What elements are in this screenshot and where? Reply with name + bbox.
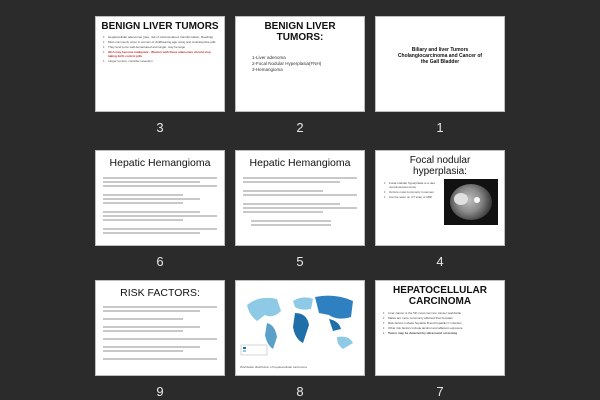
slide-text: • Other risk factors include alcohol and aflatoxin exposure — [383, 326, 497, 330]
slide-thumbnail[interactable] — [95, 280, 225, 376]
slide-title: Focal nodular hyperplasia: — [409, 155, 471, 177]
slide-body-text — [236, 169, 364, 231]
slide-text: • Focal nodular hyperplasia is a rare noncancerous tumor — [384, 181, 440, 189]
slide-thumbnail[interactable] — [95, 16, 225, 112]
slide-number: 8 — [296, 384, 304, 399]
slide-body-text — [96, 169, 224, 239]
slide-number: 7 — [436, 384, 444, 399]
slide-text: • Tumor may be detected by ultrasound screening — [383, 331, 497, 335]
slide-text: • Most commonly occur in women of childbearing age using oral contraceptive pills — [103, 40, 217, 44]
slide-number: 2 — [296, 120, 304, 135]
slide-thumbnail[interactable] — [95, 150, 225, 246]
slide-thumbnail[interactable] — [235, 150, 365, 246]
slide-number: 1 — [436, 120, 444, 135]
slide-text: • Liver cancer is the 5th most common cancer worldwide — [383, 311, 497, 315]
slide-title: RISK FACTORS: — [120, 287, 200, 299]
slide-number: 3 — [156, 120, 164, 135]
slide-text: 3-Hemangioma — [252, 67, 283, 72]
slide-number: 9 — [156, 384, 164, 399]
slide-text: 1-Liver adenoma — [252, 55, 286, 60]
slide-text: • Can be seen on CT scan or MRI — [384, 195, 440, 199]
slide-text: 2-Focal Nodular Hyperplasia(FNH) — [252, 61, 322, 66]
slide-number: 4 — [436, 254, 444, 269]
slide-body-text — [96, 299, 224, 365]
world-map-image — [237, 285, 365, 365]
slide-text: • Risk factors include hepatitis B and hepatitis C infection — [383, 321, 497, 325]
slide-title: HEPATOCELLULAR CARCINOMA — [393, 285, 487, 307]
slide-title: BENIGN LIVER TUMORS: — [264, 21, 336, 43]
slide-title: BENIGN LIVER TUMORS — [101, 21, 219, 32]
slide-thumbnail[interactable] — [235, 16, 365, 112]
slide-text: • Hepatocellular adenomas (rare, risk of carcinomatous transformation; bleeding) — [103, 35, 217, 39]
slide-number: 6 — [156, 254, 164, 269]
slide-text: • Males are more commonly affected than females — [383, 316, 497, 320]
slide-number: 5 — [296, 254, 304, 269]
slide-thumbnail[interactable] — [375, 16, 505, 112]
slide-thumbnail[interactable] — [235, 280, 365, 376]
slide-thumbnail[interactable] — [375, 150, 505, 246]
slide-text: • Occurs most commonly in women — [384, 190, 440, 194]
slide-thumbnail[interactable] — [375, 280, 505, 376]
slide-text: • Larger tumors; consider resection — [103, 59, 217, 63]
slide-title: Hepatic Hemangioma — [109, 157, 211, 169]
slide-text: • They tend to be well demarcated and single; may be large — [103, 45, 217, 49]
ct-scan-image — [444, 179, 498, 225]
slide-title: Biliary and liver Tumors Cholangiocarcinoma and Cancer of the Gall Bladder — [397, 47, 483, 65]
map-caption: Worldwide distribution of hepatocellular carcinoma — [240, 365, 307, 369]
slide-text: • HCA may become malignant - Women with these adenomas should stop taking birth control pills — [103, 50, 217, 58]
slide-title: Hepatic Hemangioma — [249, 157, 351, 169]
